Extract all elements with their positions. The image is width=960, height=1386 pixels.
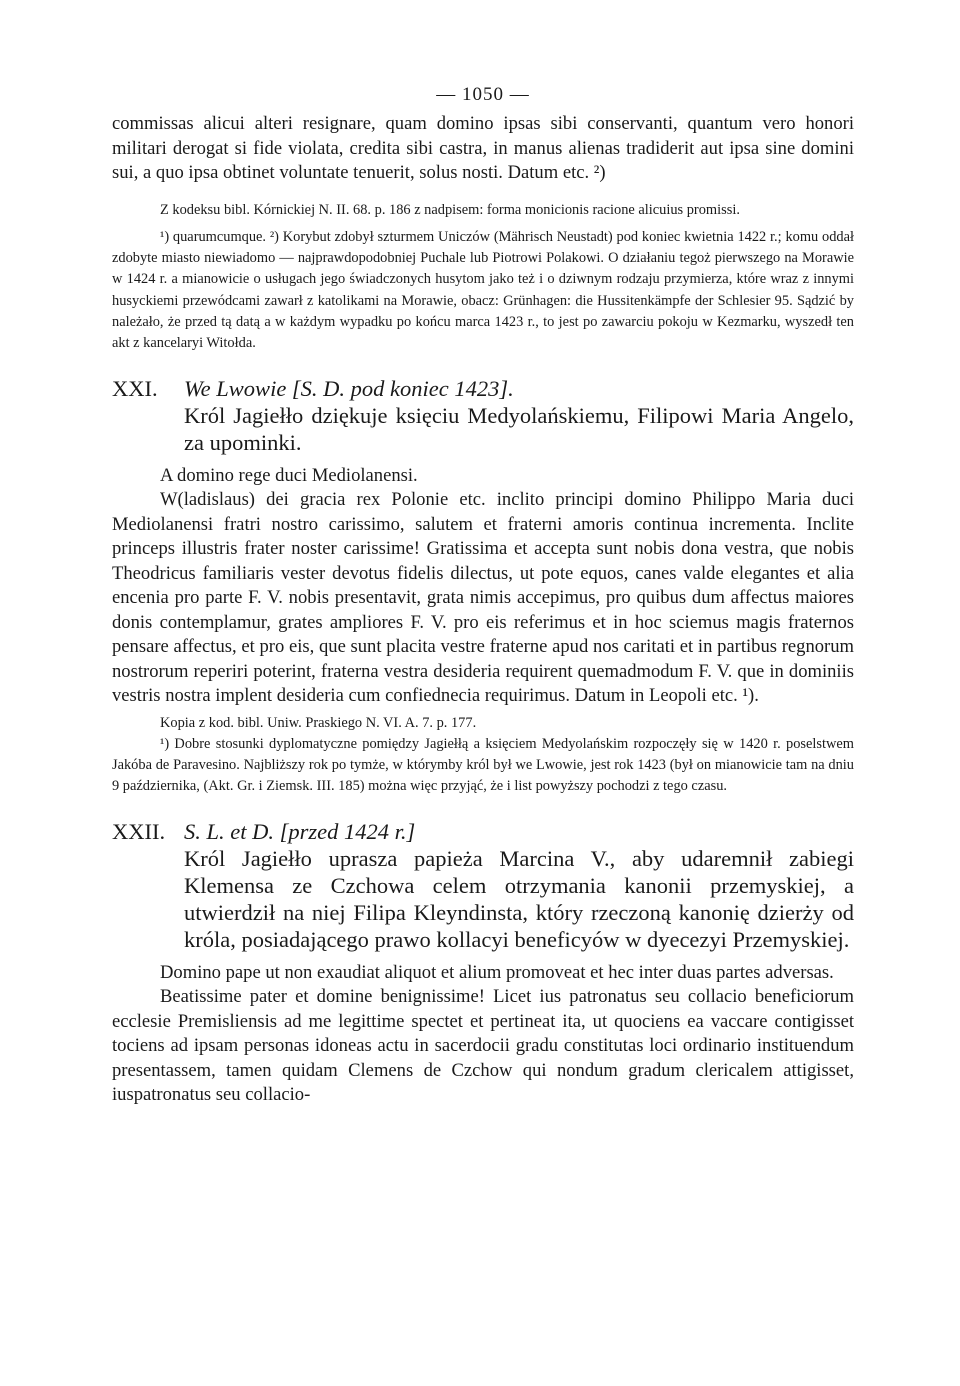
section-22-place-date: S. L. et D. [przed 1424 r.] (184, 818, 416, 844)
section-22-body: Beatissime pater et domine benignissime! Licet ius patronatus seu collacio beneficiorum ecclesie Premisliensis ad me legittime spectet et pertineat ita, ut quociens ea vaccare contigisset tociens ad ipsam personas idoneas actu in sacerdocii gradu constitutas loci ordinario instituendum presentassem, tamen quidam Clemens de Czchow qui nondum gradum clericalem attigisset, iuspatronatus seu collacio- (112, 986, 854, 1106)
section-22-number: XXII. (112, 818, 166, 844)
intro-source-note: Z kodeksu bibl. Kórnickiej N. II. 68. p. 186 z nadpisem: forma monicionis racione alicuius promissi. (160, 201, 740, 218)
section-21-source-note: Kopia z kod. bibl. Uniw. Praskiego N. VI. A. 7. p. 177. (160, 714, 477, 731)
page-number: — 1050 — (436, 84, 530, 105)
document-page (112, 84, 854, 1108)
section-21-body: W(ladislaus) dei gracia rex Polonie etc. inclito principi domino Philippo Maria duci Mediolanensi fratri nostro carissimo, salutem et fraterni amoris continua incrementa. Inclite princeps illustris frater noster carissime! Gratissima et accepta sunt nobis dona vestra, que nobis Theodricus familiaris vester devotus fidelis dilectus, ut pote equos, canes valde elegantes et alia encenia pro parte F. V. nobis presentavit, grata nimis accepimus, pro quibus dum affectus maiores donis contemplamur, grates ampliores F. V. pro eis referimus et in hoc sciemus magis fraternos pensare affectus, et pro eis, que sunt placita vestre fraterne apud nos caritati et in partibus regnorum nostrorum reperiri poterint, fraterna vestra desideria requirent quemadmodum F. V. que in dominiis vestris nostra implent desideria cum confiednecia requirimus. Datum in Leopoli etc. ¹). (112, 489, 854, 707)
section-22-heading (112, 818, 854, 953)
section-22-title: Król Jagiełło uprasza papieża Marcina V., aby udaremnił zabiegi Klemensa ze Czchowa celem otrzymania kanonii przemyskiej, a utwierdził na niej Filipa Kleyndinsta, który rzeczoną kanonię dzierży od króla, posiadającego prawo kollacyi beneficyów w dyecezyi Przemyskiej. (184, 845, 854, 952)
section-21-heading (112, 375, 854, 456)
section-22-address: Domino pape ut non exaudiat aliquot et alium promoveat et hec inter duas partes adversas. (160, 961, 834, 983)
section-21-number: XXI. (112, 375, 158, 401)
section-21-place-date: We Lwowie [S. D. pod koniec 1423]. (184, 375, 514, 401)
intro-footnotes: ¹) quarumcumque. ²) Korybut zdobył szturmem Uniczów (Mährisch Neustadt) pod koniec kwietnia 1422 r.; komu oddał zdobyte miasto niewiadomo — najprawdopodobniej Puchale lub Piotrowi Polakowi. O działaniu tegoż pierwszego na Morawie w 1424 r. a mianowicie o usługach jego świadczonych husytom jako też i o dziwnym rodzaju przymierza, które wraz z innymi husyckiemi przewódcami zawarł z katolikami na Morawie, obacz: Grünhagen: die Hussitenkämpfe der Schlesier 95. Sądzić by należało, że przed tą datą a w każdym wypadku po końcu marca 1423 r., to jest po zawarciu pokoju w Kezmarku, wyszedł ten akt z kancelaryi Witołda. (112, 228, 854, 352)
section-21-footnote: ¹) Dobre stosunki dyplomatyczne pomiędzy Jagiełłą a księciem Medyolańskim rozpoczęły się w 1420 r. poselstwem Jakóba de Paravesino. Najbliższy rok po tymże, w którymby król był we Lwowie, jest rok 1423 (był on mianowicie tam na dniu 9 października, (Akt. Gr. i Ziemsk. III. 185) można więc przyjąć, że i list powyższy pochodzi z tego czasu. (112, 735, 854, 795)
section-21-address: A domino rege duci Mediolanensi. (160, 464, 418, 486)
section-21-title: Król Jagiełło dziękuje księciu Medyolańskiemu, Filipowi Maria Angelo, za upominki. (184, 402, 854, 455)
intro-paragraph: commissas alicui alteri resignare, quam domino ipsas sibi conservanti, quantum vero honori militari derogat si fide violata, credita sibi castra, in manus alienas tradiderit aut ipsa sine domini sui, a quo ipsa obtinet voluntate tenuerit, solus nosti. Datum etc. ²) (112, 113, 854, 183)
